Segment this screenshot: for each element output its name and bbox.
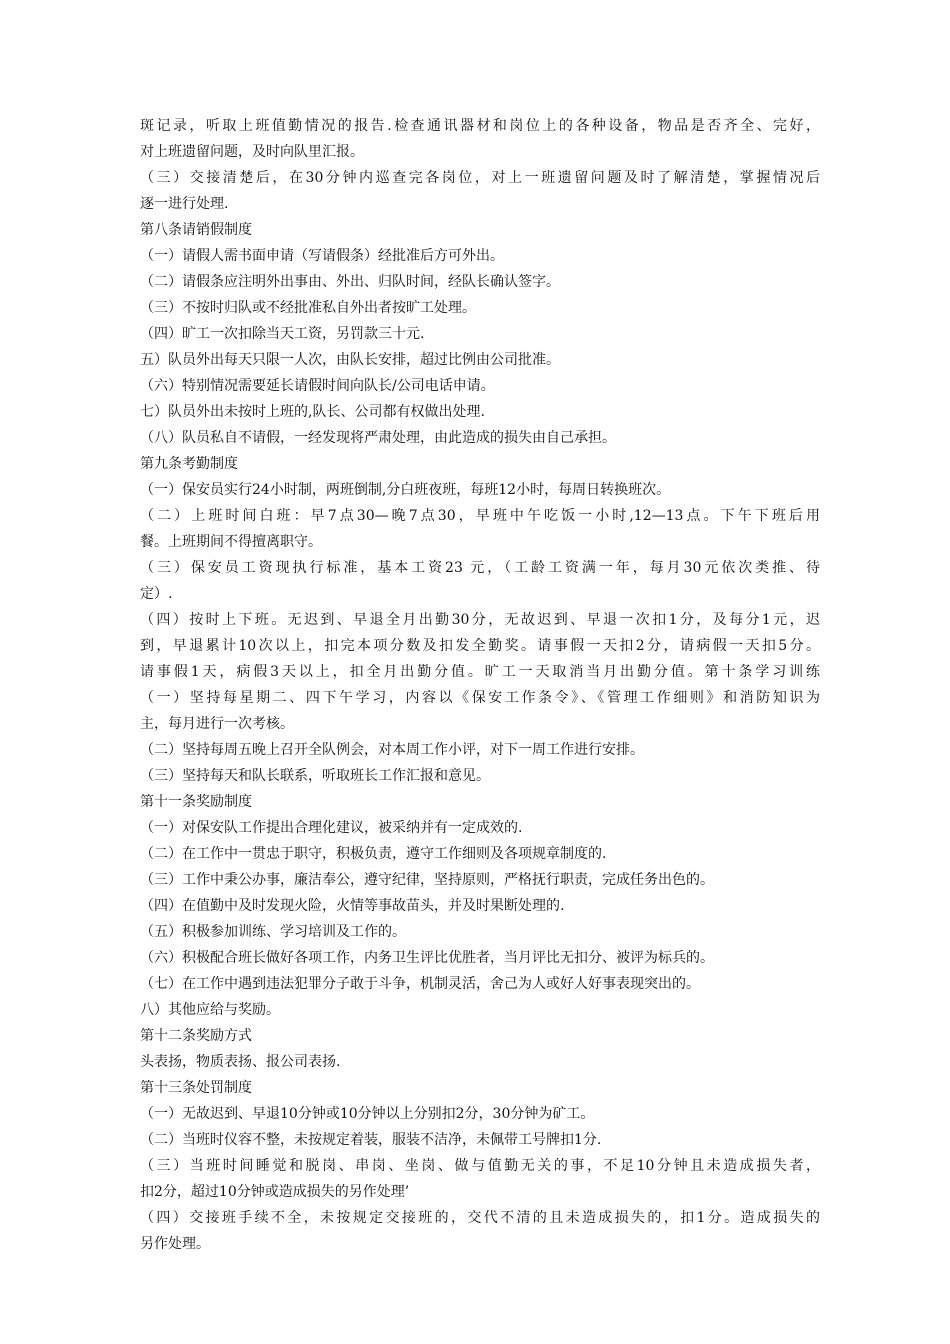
text-line: 第十三条处罚制度 (140, 1080, 252, 1096)
text-line: （四）旷工一次扣除当天工资，另罚款三十元. (140, 326, 425, 342)
text-line: 定）. (140, 586, 173, 602)
text-line: （八）队员私自不请假，一经发现将严肃处理，由此造成的损失由自己承担。 (140, 430, 616, 446)
text-line: 扣2分，超过10分钟或造成损失的另作处理’ (140, 1184, 410, 1200)
text-line: （四）交接班手续不全，未按规定交接班的，交代不清的且未造成损失的，扣1分。造成损失的 (140, 1210, 820, 1226)
text-line: 斑记录，听取上班值勤情况的报告.检查通讯器材和岗位上的各种设备，物品是否齐全、完好， (140, 118, 820, 134)
text-line: （一）保安员实行24小时制，两班倒制,分白班夜班，每班12小时，每周日转换班次。 (140, 482, 671, 498)
text-line: （七）在工作中遇到违法犯罪分子敢于斗争，机制灵活，舍己为人或好人好事表现突出的。 (140, 976, 700, 992)
text-line: 第九条考勤制度 (140, 456, 238, 472)
text-line: （六）积极配合班长做好各项工作，内务卫生评比优胜者，当月评比无扣分、被评为标兵的。 (140, 950, 714, 966)
text-line: 请事假1天，病假3天以上，扣全月出勤分值。旷工一天取消当月出勤分值。第十条学习训练 (140, 664, 820, 680)
text-line: （二）上班时间白班：早7点30—晚7点30，早班中午吃饭一小时,12—13点。下午下班后用 (140, 508, 820, 524)
text-line: 主，每月进行一次考核。 (140, 716, 294, 732)
text-line: （五）积极参加训练、学习培训及工作的。 (140, 924, 406, 940)
text-line: （一）对保安队工作提出合理化建议，被采纳并有一定成效的. (140, 820, 523, 836)
text-line: （三）当班时间睡觉和脱岗、串岗、坐岗、做与值勤无关的事，不足10分钟且未造成损失者， (140, 1158, 820, 1174)
text-line: （四）按时上下班。无迟到、早退全月出勤30分，无故迟到、早退一次扣1分，及每分1元，迟 (140, 612, 820, 628)
text-line: （三）工作中秉公办事，廉洁奉公，遵守纪律，坚持原则，严格抚行职责，完成任务出色的。 (140, 872, 714, 888)
text-line: （二）请假条应注明外出事由、外出、归队时间，经队长确认签字。 (140, 274, 560, 290)
text-line: （一）无故迟到、早退10分钟或10分钟以上分别扣2分，30分钟为矿工。 (140, 1106, 595, 1122)
text-line: （六）特别情况需要延长请假时间向队长/公司电话申请。 (140, 378, 495, 394)
text-line: （三）交接清楚后，在30分钟内巡查完各岗位，对上一班遗留问题及时了解清楚，掌握情况后 (140, 170, 820, 186)
text-line: （三）不按时归队或不经批准私自外出者按旷工处理。 (140, 300, 476, 316)
text-line: （二）当班时仪容不整，未按规定着装，服装不洁净，未佩带工号牌扣1分. (140, 1132, 602, 1148)
text-line: （一）请假人需书面申请（写请假条）经批准后方可外出。 (140, 248, 504, 264)
text-line: （二）坚持每周五晚上召开全队例会，对本周工作小评，对下一周工作进行安排。 (140, 742, 644, 758)
text-line: （三）坚持每天和队长联系，听取班长工作汇报和意见。 (140, 768, 490, 784)
text-line: （四）在值勤中及时发现火险，火情等事故苗头，并及时果断处理的. (140, 898, 565, 914)
text-line: 第八条请销假制度 (140, 222, 252, 238)
text-line: （三）保安员工资现执行标准，基本工资23 元，（工龄工资满一年，每月30元依次类推、待 (140, 560, 820, 576)
text-line: 另作处理。 (140, 1236, 210, 1252)
text-line: 第十二条奖励方式 (140, 1028, 252, 1044)
text-line: 餐。上班期间不得擅离职守。 (140, 534, 322, 550)
text-line: 对上班遗留问题，及时向队里汇报。 (140, 144, 364, 160)
text-line: 逐一进行处理. (140, 196, 229, 212)
text-line: （二）在工作中一贯忠于职守，积极负责，遵守工作细则及各项规章制度的. (140, 846, 607, 862)
text-line: 五）队员外出每天只限一人次，由队长安排，超过比例由公司批准。 (140, 352, 560, 368)
text-line: 第十一条奖励制度 (140, 794, 252, 810)
text-line: 到，早退累计10次以上，扣完本项分数及扣发全勤奖。请事假一天扣2分，请病假一天扣5分。 (140, 638, 820, 654)
text-line: 七）队员外出未按时上班的,队长、公司都有权做出处理. (140, 404, 485, 420)
text-line: 八）其他应给与奖励。 (140, 1002, 280, 1018)
text-line: 头表扬，物质表扬、报公司表扬. (140, 1054, 341, 1070)
text-line: （一）坚持每星期二、四下午学习，内容以《保安工作条令》、《管理工作细则》和消防知识为 (140, 690, 820, 706)
document-body (140, 113, 820, 1257)
